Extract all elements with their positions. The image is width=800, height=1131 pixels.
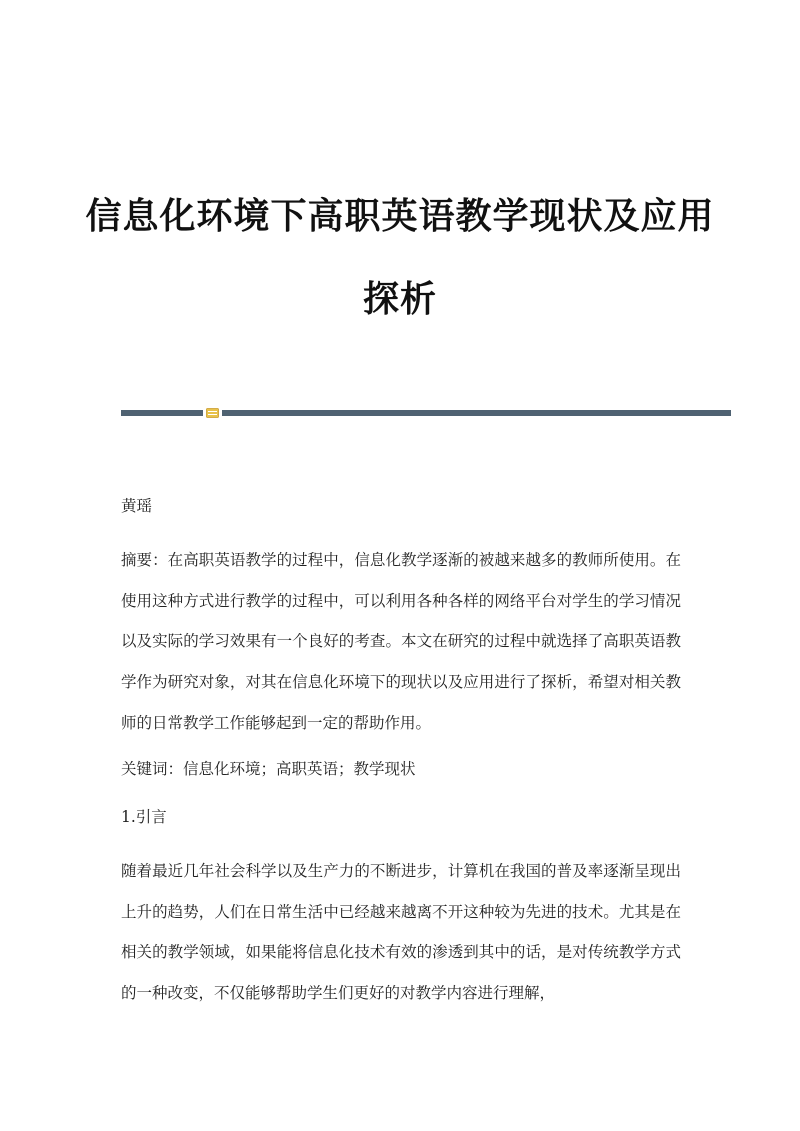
title-divider xyxy=(121,409,731,417)
book-ornament-icon xyxy=(206,408,219,418)
intro-paragraph: 随着最近几年社会科学以及生产力的不断进步，计算机在我国的普及率逐渐呈现出上升的趋势，人们在日常生活中已经越来越离不开这种较为先进的技术。尤其是在相关的教学领域，如果能将信息化技术有效的渗透到其中的话，是对传统教学方式的一种改变，不仅能够帮助学生们更好的对教学内容进行理解， xyxy=(121,862,681,1003)
divider-bar-right xyxy=(222,410,731,416)
document-title-line-2: 探析 xyxy=(362,279,437,320)
keywords-line: 关键词：信息化环境；高职英语；教学现状 xyxy=(121,760,416,778)
section-heading: 1.引言 xyxy=(121,808,167,826)
abstract-paragraph: 摘要：在高职英语教学的过程中，信息化教学逐渐的被越来越多的教师所使用。在使用这种方式进行教学的过程中，可以利用各种各样的网络平台对学生的学习情况以及实际的学习效果有一个良好的考查。本文在研究的过程中就选择了高职英语教学作为研究对象，对其在信息化环境下的现状以及应用进行了探析，希望对相关教师的日常教学工作能够起到一定的帮助作用。 xyxy=(121,551,681,732)
author-name: 黄瑶 xyxy=(121,497,153,515)
document-title-line-1: 信息化环境下高职英语教学现状及应用 xyxy=(85,196,715,237)
divider-bar-left xyxy=(121,410,203,416)
